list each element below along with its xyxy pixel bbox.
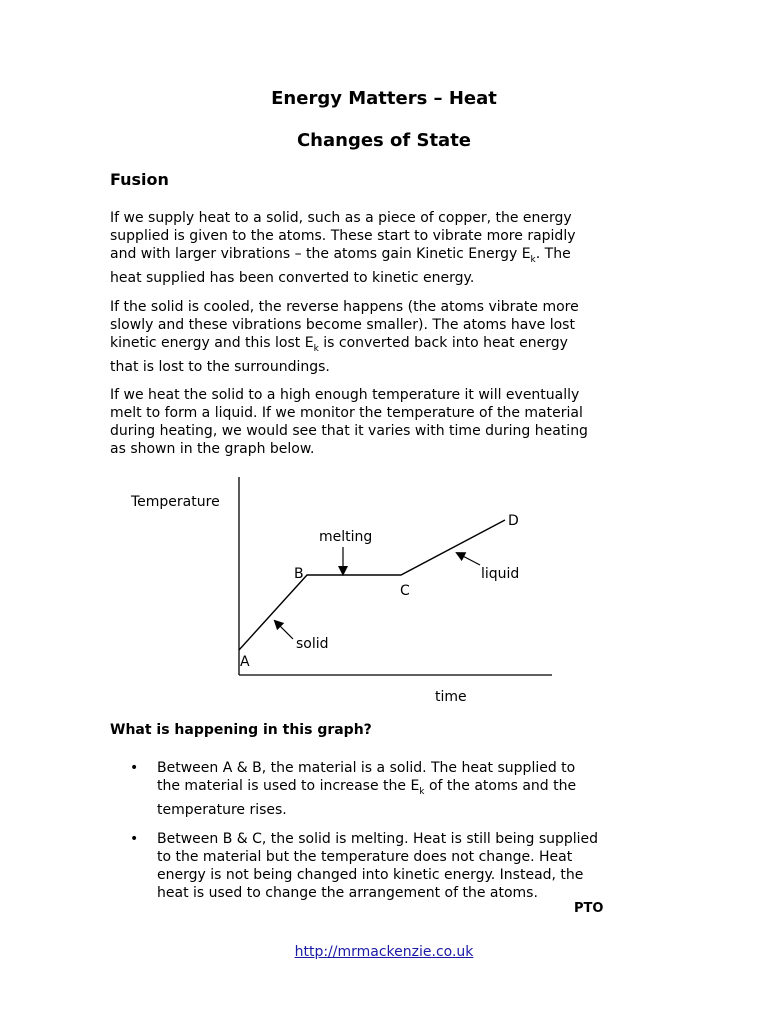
arrow-liquid: [457, 553, 480, 565]
paragraph-1-line-4: heat supplied has been converted to kinetic energy.: [110, 269, 475, 286]
bullet-2-line-2: to the material but the temperature does not change. Heat: [157, 849, 573, 865]
x-axis-label: time: [435, 689, 467, 705]
page-subtitle: Changes of State: [296, 130, 472, 151]
paragraph-3-line-2: melt to form a liquid. If we monitor the temperature of the material: [110, 405, 583, 421]
point-label-d: D: [508, 513, 519, 529]
section-heading-fusion: Fusion: [110, 170, 169, 189]
annotation-melting: melting: [319, 529, 373, 545]
bullet-1-line-3: temperature rises.: [157, 801, 287, 818]
footer: [0, 944, 768, 960]
paragraph-1-line-3: and with larger vibrations – the atoms gain Kinetic Energy $E_k$. The: [110, 246, 571, 265]
bullet-marker: •: [130, 831, 139, 847]
paragraph-2-line-3: kinetic energy and this lost $E_k$ is converted back into heat energy: [110, 335, 568, 354]
paragraph-2-line-1: If the solid is cooled, the reverse happens (the atoms vibrate more: [110, 299, 579, 315]
paragraph-3-line-3: during heating, we would see that it varies with time during heating: [110, 423, 588, 439]
bullet-1-line-1: Between A & B, the material is a solid. The heat supplied to: [157, 760, 576, 776]
pto-label: PTO: [574, 901, 604, 916]
paragraph-2-line-2: slowly and these vibrations become smaller). The atoms have lost: [110, 317, 575, 333]
point-label-c: C: [400, 583, 410, 599]
bullet-marker: •: [130, 760, 139, 776]
question-heading: What is happening in this graph?: [110, 722, 372, 738]
bullet-2-text: [157, 830, 677, 902]
point-label-a: A: [240, 654, 250, 670]
annotation-solid: solid: [296, 636, 329, 652]
paragraph-2-line-4: that is lost to the surroundings.: [110, 358, 330, 375]
page-title: Energy Matters – Heat: [271, 88, 497, 109]
paragraph-1-line-1: If we supply heat to a solid, such as a piece of copper, the energy: [110, 210, 572, 226]
paragraph-1-line-2: supplied is given to the atoms. These start to vibrate more rapidly: [110, 228, 576, 244]
arrow-solid: [275, 621, 293, 639]
bullet-2-line-3: energy is not being changed into kinetic energy. Instead, the: [157, 867, 584, 883]
bullet-1-text: [157, 759, 677, 819]
bullet-1-line-2: the material is used to increase the $E_k$ of the atoms and the: [157, 778, 577, 797]
bullet-2-line-4: heat is used to change the arrangement of the atoms.: [157, 885, 538, 901]
annotation-liquid: liquid: [481, 566, 520, 582]
bullet-2-line-1: Between B & C, the solid is melting. Heat is still being supplied: [157, 831, 599, 847]
paragraph-3-line-4: as shown in the graph below.: [110, 441, 315, 457]
point-label-b: B: [294, 566, 304, 582]
paragraph-3-line-1: If we heat the solid to a high enough temperature it will eventually: [110, 387, 580, 403]
y-axis-label: Temperature: [131, 494, 220, 510]
footer-website-link[interactable]: http://mrmackenzie.co.uk: [294, 944, 474, 960]
